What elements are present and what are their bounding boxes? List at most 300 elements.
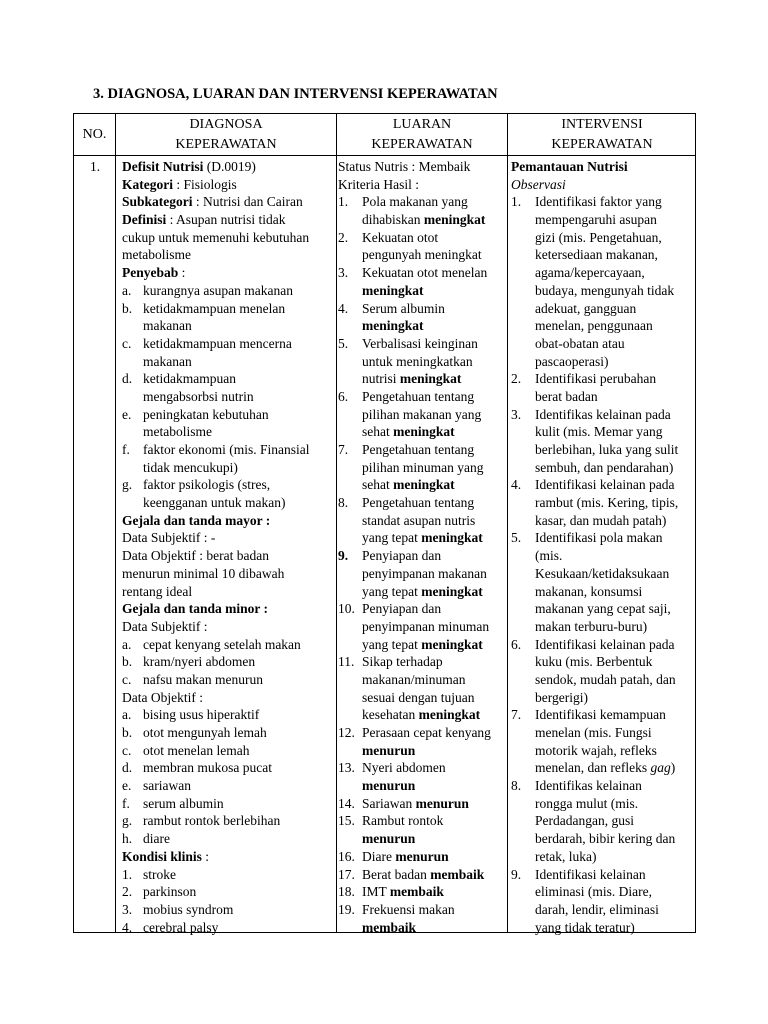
line-text: [122, 354, 192, 369]
diagnosa-line: [122, 795, 334, 813]
intervensi-line: [511, 848, 695, 866]
line-text: [122, 760, 272, 775]
luaran-line: [338, 636, 506, 654]
text-segment: nafsu makan menurun: [143, 671, 263, 687]
line-text: [338, 672, 465, 687]
text-segment: berlebihan, luka yang sulit: [535, 442, 679, 457]
luaran-line: [338, 919, 506, 937]
text-segment: mobius syndrom: [143, 901, 234, 917]
intervensi-line: [511, 812, 695, 830]
bold-text: menurun: [362, 742, 416, 758]
text-segment: diare: [143, 831, 170, 847]
list-marker: 19.: [338, 901, 355, 917]
intervensi-line: [511, 706, 695, 724]
line-text: [122, 725, 267, 740]
text-segment: sariawan: [143, 778, 191, 794]
bold-text: meningkat: [399, 371, 462, 387]
text-segment: makanan, konsumsi: [535, 583, 643, 599]
intervensi-line: [511, 689, 695, 707]
line-text: [511, 318, 653, 333]
header-intervensi-line: KEPERAWATAN: [551, 136, 653, 152]
text-segment: Perdadangan, gusi: [535, 813, 634, 829]
line-text: [511, 920, 635, 935]
list-marker: c.: [122, 335, 132, 351]
line-text: [338, 707, 480, 722]
line-text: [511, 760, 675, 775]
header-intervensi: [508, 114, 696, 155]
text-segment: faktor ekonomi (mis. Finansial: [143, 442, 310, 457]
line-text: [511, 389, 598, 404]
diagnosa-line: [122, 300, 334, 318]
row-number: 1.: [89, 159, 101, 174]
diagnosa-line: [122, 406, 334, 424]
intervensi-line: [511, 671, 695, 689]
bold-text: meningkat: [421, 636, 483, 652]
line-text: [122, 389, 254, 404]
bold-text: menurun: [395, 848, 449, 864]
header-luaran-line: KEPERAWATAN: [371, 136, 473, 152]
line-text: [338, 212, 485, 227]
diagnosa-line: [122, 529, 334, 547]
intervensi-line: [511, 777, 695, 795]
line-text: [338, 371, 461, 386]
bold-text: meningkat: [362, 318, 424, 334]
luaran-line: [338, 618, 506, 636]
bold-text: menurun: [362, 831, 416, 847]
line-text: [511, 690, 588, 705]
diagnosa-line: [122, 335, 334, 353]
line-text: [338, 495, 474, 510]
line-text: [511, 530, 662, 545]
list-marker: 4.: [338, 300, 349, 316]
line-text: [122, 159, 256, 174]
list-marker: 17.: [338, 866, 355, 882]
text-segment: sembuh, dan pendarahan): [535, 459, 674, 475]
list-marker: 9.: [338, 548, 349, 564]
line-text: [122, 884, 196, 899]
text-segment: Verbalisasi keinginan: [362, 335, 478, 351]
bold-text: Kategori: [122, 176, 173, 192]
text-segment: Identifikas kelainan: [535, 778, 642, 794]
list-marker: g.: [122, 477, 133, 493]
list-marker: 6.: [338, 388, 349, 404]
bold-text: membaik: [430, 866, 485, 882]
header-intervensi-line: INTERVENSI: [561, 116, 643, 132]
diagnosa-line: [122, 759, 334, 777]
luaran-line: [338, 300, 506, 318]
intervensi-line: [511, 370, 695, 388]
text-segment: agama/kepercayaan,: [535, 265, 645, 281]
line-text: [338, 566, 487, 581]
bold-text: meningkat: [423, 212, 486, 228]
text-segment: Nyeri abdomen: [362, 760, 446, 776]
text-segment: Status Nutris : Membaik: [338, 159, 471, 174]
list-marker: 16.: [338, 848, 355, 864]
line-text: [511, 796, 638, 811]
list-marker: 6.: [511, 636, 522, 652]
diagnosa-line: [122, 848, 334, 866]
diagnosa-line: [122, 724, 334, 742]
line-text: [122, 442, 309, 457]
text-segment: serum albumin: [143, 795, 224, 811]
list-marker: 12.: [338, 725, 355, 740]
text-segment: Identifikasi kemampuan: [535, 707, 666, 723]
text-segment: makanan: [143, 318, 192, 334]
luaran-line: [338, 795, 506, 813]
line-text: [122, 495, 285, 510]
line-text: [511, 813, 634, 828]
list-marker: 1.: [511, 194, 522, 210]
luaran-line: [338, 494, 506, 512]
line-text: [122, 460, 238, 475]
list-marker: b.: [122, 725, 133, 740]
text-segment: Kesukaan/ketidaksukaan: [535, 565, 670, 581]
line-text: [122, 283, 293, 298]
line-text: [122, 849, 209, 864]
text-segment: menelan, dan refleks: [535, 760, 651, 776]
bold-text: Defisit Nutrisi: [122, 159, 204, 174]
diagnosa-line: [122, 706, 334, 724]
diagnosa-line: [122, 423, 334, 441]
list-marker: 5.: [511, 530, 522, 546]
text-segment: kulit (mis. Memar yang: [535, 424, 663, 440]
header-no-label: NO.: [82, 126, 107, 142]
text-segment: menelan (mis. Fungsi: [535, 725, 652, 740]
intervensi-line: [511, 494, 695, 512]
care-plan-table: [73, 113, 696, 933]
text-segment: cerebral palsy: [143, 919, 219, 935]
text-segment: adekuat, gangguan: [535, 300, 637, 316]
list-marker: g.: [122, 813, 133, 829]
line-text: [511, 265, 645, 280]
intervensi-line: [511, 830, 695, 848]
line-text: [511, 495, 678, 510]
bold-text: Penyebab: [122, 265, 179, 281]
luaran-line: [338, 193, 506, 211]
line-text: [338, 725, 491, 740]
line-text: [122, 513, 270, 528]
intervensi-line: [511, 441, 695, 459]
luaran-line: [338, 353, 506, 371]
text-segment: cepat kenyang setelah makan: [143, 636, 301, 652]
line-text: [511, 159, 628, 174]
list-marker: a.: [122, 707, 132, 723]
intervensi-cell: [511, 158, 695, 936]
intervensi-line: [511, 476, 695, 494]
text-segment: Sariawan: [362, 795, 416, 811]
intervensi-line: [511, 459, 695, 477]
luaran-line: [338, 406, 506, 424]
luaran-cell: [338, 158, 506, 936]
text-segment: pengunyah meningkat: [362, 247, 482, 263]
text-segment: : Nutrisi dan Cairan: [192, 194, 303, 210]
text-segment: peningkatan kebutuhan: [143, 406, 269, 422]
line-text: [511, 477, 674, 492]
line-text: [511, 849, 596, 864]
luaran-line: [338, 724, 506, 742]
line-text: [511, 902, 659, 917]
intervensi-line: [511, 406, 695, 424]
text-segment: Data Subjektif :: [122, 618, 208, 634]
text-segment: retak, luka): [535, 848, 597, 864]
list-marker: e.: [122, 778, 132, 794]
text-segment: membran mukosa pucat: [143, 760, 272, 776]
line-text: [122, 654, 255, 669]
intervensi-line: [511, 724, 695, 742]
list-marker: d.: [122, 760, 133, 776]
line-text: [511, 707, 666, 722]
bold-text: meningkat: [393, 477, 455, 493]
text-segment: Rambut rontok: [362, 813, 444, 829]
bold-text: Pemantauan Nutrisi: [511, 159, 628, 174]
luaran-line: [338, 335, 506, 353]
luaran-line: [338, 706, 506, 724]
text-segment: sehat: [362, 477, 394, 493]
list-marker: 4.: [511, 477, 522, 493]
text-segment: pilihan minuman yang: [362, 459, 484, 475]
luaran-line: [338, 388, 506, 406]
intervensi-line: [511, 388, 695, 406]
diagnosa-line: [122, 494, 334, 512]
text-segment: Identifikasi kelainan: [535, 866, 646, 882]
diagnosa-line: [122, 388, 334, 406]
list-marker: a.: [122, 636, 132, 652]
line-text: [338, 548, 441, 563]
luaran-line: [338, 441, 506, 459]
text-segment: Identifikasi faktor yang: [535, 194, 662, 210]
luaran-line: [338, 264, 506, 282]
luaran-line: [338, 246, 506, 264]
line-text: [511, 442, 678, 457]
intervensi-line: [511, 600, 695, 618]
diagnosa-line: [122, 158, 334, 176]
text-segment: : Asupan nutrisi tidak: [166, 212, 286, 228]
text-segment: Identifikasi pola makan: [535, 530, 663, 546]
list-marker: 3.: [511, 406, 522, 422]
line-text: [338, 442, 474, 457]
column-divider: [507, 114, 508, 932]
text-segment: darah, lendir, eliminasi: [535, 901, 659, 917]
line-text: [122, 265, 185, 280]
line-text: [122, 637, 301, 652]
text-segment: kasar, dan mudah patah): [535, 512, 667, 528]
line-text: [338, 407, 481, 422]
line-text: [338, 230, 438, 245]
text-segment: stroke: [143, 866, 176, 882]
line-text: [122, 424, 212, 439]
diagnosa-line: [122, 866, 334, 884]
text-segment: penyimpanan minuman: [362, 618, 490, 634]
line-text: [511, 301, 636, 316]
text-segment: otot mengunyah lemah: [143, 725, 267, 740]
luaran-line: [338, 812, 506, 830]
diagnosa-line: [122, 565, 334, 583]
line-text: [511, 637, 674, 652]
bold-text: meningkat: [362, 282, 424, 298]
text-segment: motorik wajah, refleks: [535, 742, 657, 758]
luaran-line: [338, 600, 506, 618]
text-segment: standat asupan nutris: [362, 512, 476, 528]
luaran-line: [338, 759, 506, 777]
luaran-line: [338, 317, 506, 335]
list-marker: a.: [122, 282, 132, 298]
diagnosa-line: [122, 901, 334, 919]
luaran-line: [338, 158, 506, 176]
line-text: [122, 566, 284, 581]
line-text: [511, 460, 673, 475]
luaran-line: [338, 777, 506, 795]
intervensi-line: [511, 246, 695, 264]
text-segment: kram/nyeri abdomen: [143, 654, 256, 670]
luaran-line: [338, 653, 506, 671]
text-segment: faktor psikologis (stres,: [143, 477, 271, 493]
line-text: [122, 690, 203, 705]
text-segment: bergerigi): [535, 689, 588, 705]
text-segment: berdarah, bibir kering dan: [535, 831, 676, 847]
bold-text: meningkat: [418, 707, 481, 723]
text-segment: IMT: [362, 884, 390, 900]
intervensi-line: [511, 883, 695, 901]
text-segment: rongga mulut (mis.: [535, 795, 639, 811]
text-segment: makanan: [143, 353, 192, 369]
diagnosa-line: [122, 653, 334, 671]
luaran-line: [338, 583, 506, 601]
line-text: [511, 654, 652, 669]
line-text: [511, 566, 669, 581]
line-text: [122, 548, 269, 563]
line-text: [511, 424, 662, 439]
luaran-line: [338, 565, 506, 583]
diagnosa-line: [122, 512, 334, 530]
line-text: [338, 690, 474, 705]
list-marker: 2.: [122, 884, 133, 900]
text-segment: sehat: [362, 424, 394, 440]
diagnosa-line: [122, 883, 334, 901]
text-segment: yang tepat: [362, 583, 422, 599]
bold-text: menurun: [415, 795, 469, 811]
line-text: [122, 796, 224, 811]
text-segment: makanan/minuman: [362, 671, 466, 687]
text-segment: Kekuatan otot menelan: [362, 265, 488, 281]
line-text: [122, 584, 192, 599]
text-segment: Serum albumin: [362, 300, 445, 316]
text-segment: keengganan untuk makan): [143, 495, 286, 511]
header-luaran-line: LUARAN: [392, 116, 452, 132]
list-marker: 1.: [338, 194, 349, 210]
line-text: [122, 743, 249, 758]
text-segment: tidak mencukupi): [143, 459, 238, 475]
line-text: [338, 194, 468, 209]
line-text: [122, 194, 303, 209]
bold-text: Gejala dan tanda minor :: [122, 601, 269, 617]
list-marker: 3.: [122, 901, 133, 917]
line-text: [122, 902, 233, 917]
line-text: [338, 831, 415, 846]
line-text: [338, 867, 484, 882]
header-no: [74, 114, 115, 155]
text-segment: rentang ideal: [122, 583, 193, 599]
intervensi-line: [511, 919, 695, 937]
diagnosa-line: [122, 229, 334, 247]
text-segment: pascaoperasi): [535, 353, 609, 369]
luaran-line: [338, 211, 506, 229]
bold-text: Definisi: [122, 212, 167, 228]
line-text: [122, 813, 280, 828]
text-segment: (mis.: [535, 548, 563, 564]
line-text: [338, 778, 415, 793]
line-text: [122, 530, 215, 545]
line-text: [511, 177, 566, 192]
line-text: [122, 247, 191, 262]
intervensi-line: [511, 193, 695, 211]
line-text: [338, 619, 489, 634]
line-text: [338, 159, 470, 174]
list-marker: 9.: [511, 866, 522, 882]
line-text: [511, 230, 662, 245]
line-text: [122, 601, 268, 616]
list-marker: f.: [122, 795, 130, 811]
text-segment: Identifikas kelainan pada: [535, 406, 671, 422]
bold-text: meningkat: [421, 583, 483, 599]
line-text: [511, 336, 625, 351]
text-segment: ketersediaan makanan,: [535, 247, 658, 263]
line-text: [511, 407, 671, 422]
text-segment: parkinson: [143, 884, 197, 900]
line-text: [122, 407, 269, 422]
diagnosa-line: [122, 583, 334, 601]
list-marker: 18.: [338, 884, 355, 900]
line-text: [122, 336, 292, 351]
line-text: [338, 318, 424, 333]
line-text: [511, 513, 666, 528]
line-text: [338, 265, 487, 280]
line-text: [511, 283, 674, 298]
text-segment: Data Subjektif : -: [122, 530, 216, 546]
luaran-line: [338, 370, 506, 388]
list-marker: 5.: [338, 335, 349, 351]
luaran-line: [338, 529, 506, 547]
header-divider: [74, 155, 695, 156]
text-segment: bising usus hiperaktif: [143, 707, 260, 723]
bold-text: Kondisi klinis: [122, 848, 202, 864]
intervensi-line: [511, 317, 695, 335]
text-segment: ): [670, 760, 676, 776]
text-segment: dihabiskan: [362, 212, 424, 228]
luaran-line: [338, 848, 506, 866]
text-segment: pilihan makanan yang: [362, 406, 482, 422]
line-text: [122, 672, 263, 687]
line-text: [511, 884, 652, 899]
line-text: [122, 778, 191, 793]
luaran-line: [338, 547, 506, 565]
line-text: [511, 194, 662, 209]
luaran-line: [338, 830, 506, 848]
header-diagnosa-line: DIAGNOSA: [189, 116, 263, 132]
line-text: [338, 177, 419, 192]
diagnosa-line: [122, 264, 334, 282]
intervensi-line: [511, 759, 695, 777]
list-marker: b.: [122, 654, 133, 670]
text-segment: Identifikasi kelainan pada: [535, 636, 675, 652]
line-text: [338, 389, 474, 404]
text-segment: Perasaan cepat kenyang: [362, 725, 491, 740]
text-segment: sendok, mudah patah, dan: [535, 671, 676, 687]
text-segment: Identifikasi kelainan pada: [535, 477, 675, 493]
line-text: [511, 619, 647, 634]
intervensi-line: [511, 229, 695, 247]
line-text: [338, 902, 455, 917]
list-marker: f.: [122, 442, 130, 457]
